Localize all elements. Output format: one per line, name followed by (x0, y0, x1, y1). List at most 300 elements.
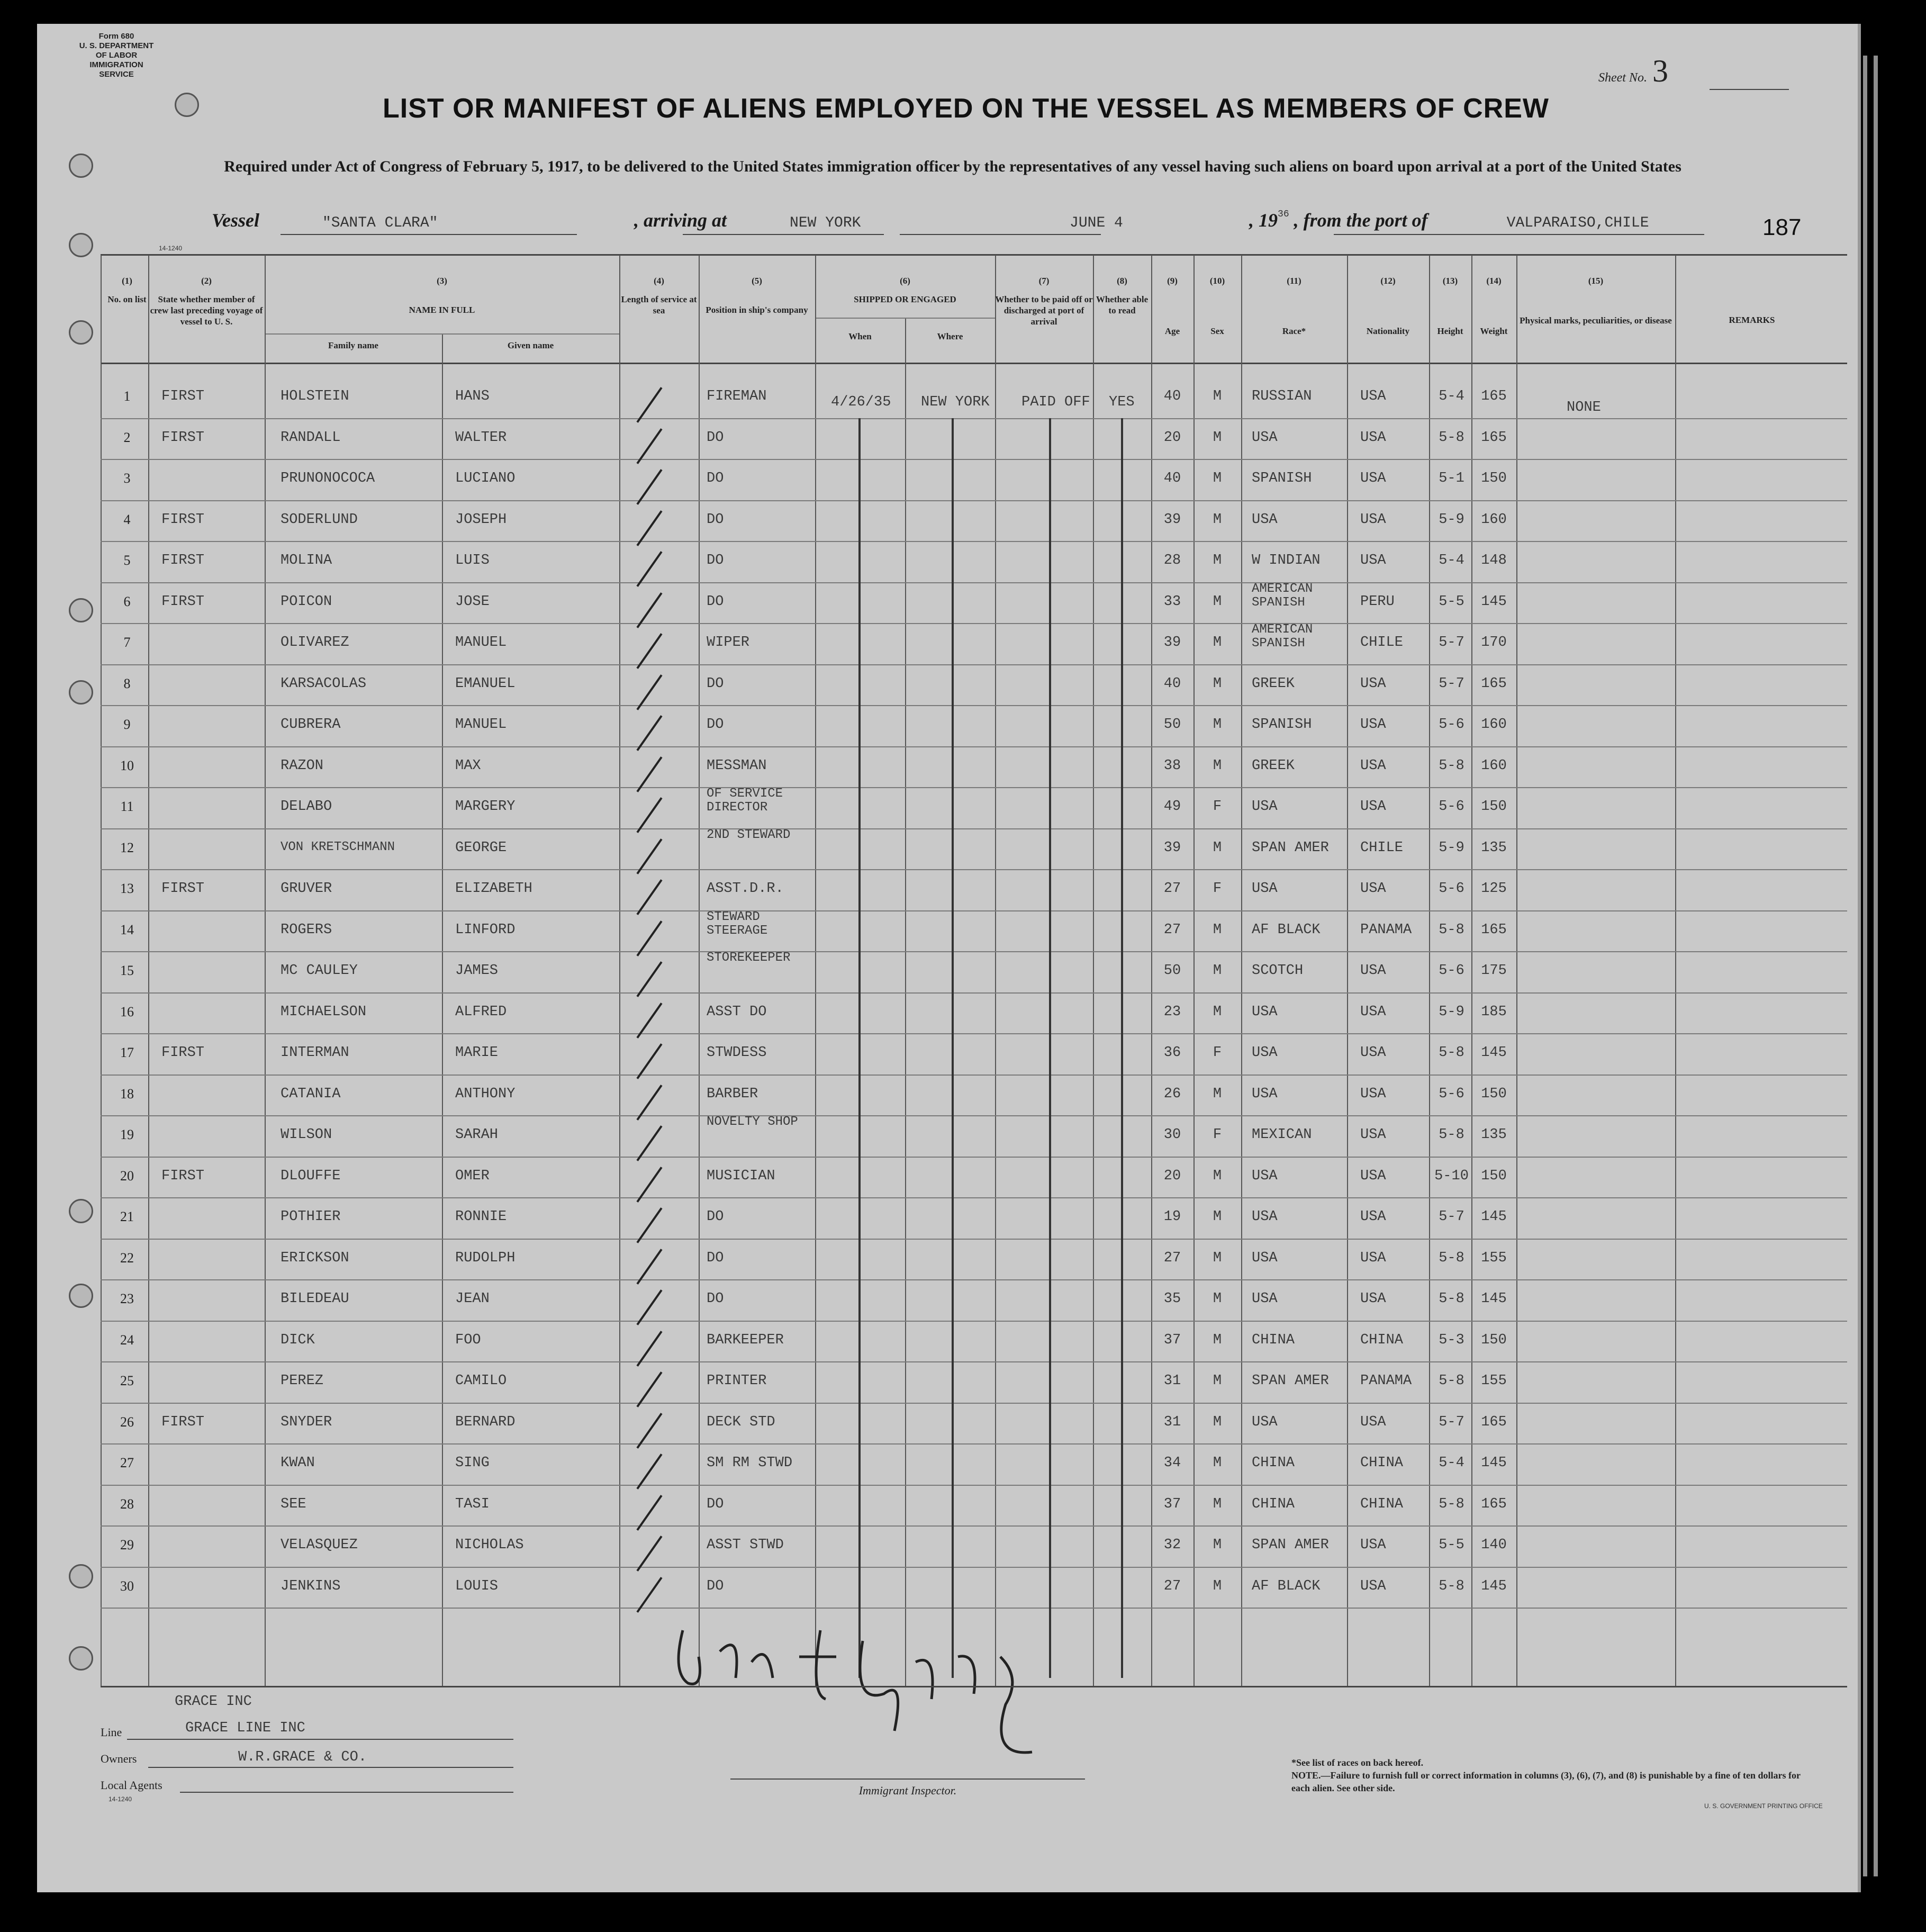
column-rule (815, 255, 816, 1686)
table-cell-weight: 145 (1481, 593, 1507, 610)
table-cell-sex: M (1213, 1537, 1222, 1553)
table-cell-no: 24 (120, 1332, 134, 1348)
table-cell-position: STEWARD STEERAGE (707, 909, 768, 938)
table-cell-given: JOSEPH (455, 511, 507, 528)
table-cell-weight: 135 (1481, 1127, 1507, 1143)
table-cell-sex: M (1213, 839, 1222, 856)
column-rule (1241, 255, 1242, 1686)
column-rule (1093, 255, 1094, 1686)
table-cell-weight: 155 (1481, 1250, 1507, 1266)
table-cell-family: HOLSTEIN (281, 389, 349, 404)
line-value: GRACE LINE INC (185, 1720, 305, 1736)
table-cell-age: 33 (1163, 593, 1181, 610)
table-cell-no: 4 (123, 511, 131, 527)
table-cell-prev: FIRST (161, 1168, 205, 1184)
col-head-13: (13) Height (1437, 276, 1463, 336)
col-head-9: (9) Age (1164, 276, 1180, 336)
table-cell-given: LUIS (455, 553, 490, 568)
table-cell-family: KWAN (281, 1455, 315, 1471)
table-cell-race: RUSSIAN (1252, 389, 1312, 404)
row-rule (101, 992, 1847, 994)
table-cell-no: 12 (120, 839, 134, 855)
table-cell-family: ERICKSON (281, 1250, 349, 1266)
paid-off-status: PAID OFF (1021, 394, 1090, 410)
table-cell-family: MOLINA (281, 553, 332, 568)
inspector-label: Immigrant Inspector. (858, 1784, 957, 1797)
table-cell-race: USA (1252, 1414, 1278, 1430)
table-cell-nationality: USA (1360, 757, 1386, 774)
agents-value: GRACE INC (175, 1694, 252, 1710)
table-cell-age: 34 (1163, 1455, 1181, 1471)
footer-form-code: 14-1240 (108, 1795, 132, 1803)
table-cell-given: LINFORD (455, 922, 516, 938)
shipped-where: NEW YORK (921, 394, 990, 410)
row-rule (101, 582, 1847, 583)
table-cell-given: MANUEL (455, 717, 507, 733)
table-cell-weight: 170 (1481, 635, 1507, 651)
table-cell-given: HANS (455, 389, 490, 404)
table-cell-family: DELABO (281, 799, 332, 815)
table-cell-family: CATANIA (281, 1086, 341, 1102)
row-rule (101, 1033, 1847, 1034)
physical-marks: NONE (1567, 400, 1601, 416)
table-cell-age: 39 (1163, 839, 1181, 856)
table-cell-position: DO (707, 429, 724, 446)
table-cell-race: GREEK (1252, 675, 1295, 692)
table-cell-weight: 165 (1481, 389, 1507, 404)
row-rule (101, 1525, 1847, 1527)
table-cell-no: 20 (120, 1168, 134, 1184)
binder-hole (69, 680, 93, 705)
table-cell-no: 30 (120, 1578, 134, 1594)
table-cell-given: RUDOLPH (455, 1250, 516, 1266)
table-cell-given: SARAH (455, 1127, 499, 1143)
row-rule (101, 418, 1847, 419)
table-cell-position: DECK STD (707, 1414, 775, 1430)
table-cell-height: 5-1 (1439, 471, 1464, 486)
table-cell-family: OLIVAREZ (281, 635, 349, 651)
table-cell-age: 50 (1163, 963, 1181, 979)
table-cell-prev: FIRST (161, 1414, 205, 1430)
table-cell-no: 1 (123, 389, 131, 404)
table-cell-position: DO (707, 553, 724, 568)
table-cell-nationality: USA (1360, 1250, 1386, 1266)
table-cell-weight: 145 (1481, 1455, 1507, 1471)
binder-hole (69, 154, 93, 178)
table-cell-given: MAX (455, 757, 481, 774)
table-cell-weight: 125 (1481, 881, 1507, 897)
col-head-8: (8) Whether able to read (1096, 276, 1149, 315)
reference-number: 187 (1762, 214, 1802, 240)
table-cell-given: OMER (455, 1168, 490, 1184)
table-cell-nationality: CHINA (1360, 1496, 1404, 1512)
table-cell-weight: 150 (1481, 1086, 1507, 1102)
table-cell-nationality: USA (1360, 963, 1386, 979)
table-cell-height: 5-6 (1439, 963, 1464, 979)
table-cell-age: 27 (1163, 922, 1181, 938)
year-prefix: , 19 (1249, 210, 1278, 231)
form-number: Form 680 (98, 32, 134, 41)
sheet-number: 3 (1652, 53, 1668, 88)
table-cell-height: 5-6 (1439, 717, 1464, 733)
col-head-when: When (848, 331, 872, 341)
table-cell-age: 20 (1163, 429, 1181, 446)
binder-hole (69, 1646, 93, 1671)
vessel-label: Vessel (212, 210, 259, 231)
table-cell-family: INTERMAN (281, 1045, 349, 1061)
table-cell-age: 27 (1163, 1578, 1181, 1594)
column-rule (995, 255, 996, 1686)
table-cell-no: 18 (120, 1086, 134, 1102)
table-cell-position: DO (707, 675, 724, 692)
table-cell-race: CHINA (1252, 1455, 1295, 1471)
table-cell-no: 5 (123, 553, 131, 568)
table-cell-race: USA (1252, 1045, 1278, 1061)
table-cell-family: RANDALL (281, 429, 341, 446)
table-cell-family: PRUNONOCOCA (281, 471, 375, 486)
table-cell-weight: 150 (1481, 471, 1507, 486)
table-cell-family: DICK (281, 1332, 315, 1348)
table-cell-position: DO (707, 511, 724, 528)
table-cell-race: SPAN AMER (1252, 839, 1329, 856)
table-cell-nationality: USA (1360, 799, 1386, 815)
table-cell-nationality: USA (1360, 511, 1386, 528)
ditto-line-when (858, 418, 861, 1678)
table-cell-family: MICHAELSON (281, 1004, 367, 1020)
vessel-name: "SANTA CLARA" (322, 215, 438, 231)
table-cell-sex: M (1213, 1455, 1222, 1471)
table-cell-height: 5-8 (1439, 1291, 1464, 1307)
table-cell-nationality: USA (1360, 675, 1386, 692)
row-rule (101, 541, 1847, 542)
form-code: 14-1240 (159, 245, 183, 252)
table-cell-given: LOUIS (455, 1578, 499, 1594)
table-cell-no: 25 (120, 1373, 134, 1388)
table-cell-weight: 165 (1481, 1496, 1507, 1512)
sheet-label: Sheet No. (1598, 71, 1647, 85)
table-cell-prev: FIRST (161, 1045, 205, 1061)
table-cell-nationality: USA (1360, 1004, 1386, 1020)
table-cell-no: 29 (120, 1537, 134, 1552)
row-rule (101, 664, 1847, 665)
row-rule (101, 1361, 1847, 1362)
table-cell-age: 23 (1163, 1004, 1181, 1020)
table-cell-given: MARGERY (455, 799, 516, 815)
table-cell-age: 36 (1163, 1045, 1181, 1061)
col-head-4: (4) Length of service at sea (621, 276, 697, 315)
table-cell-age: 27 (1163, 881, 1181, 897)
table-cell-position: FIREMAN (707, 389, 767, 404)
table-cell-family: SEE (281, 1496, 306, 1512)
table-cell-weight: 145 (1481, 1291, 1507, 1307)
table-cell-age: 35 (1163, 1291, 1181, 1307)
row-rule (101, 828, 1847, 829)
table-cell-race: CHINA (1252, 1332, 1295, 1348)
table-cell-weight: 185 (1481, 1004, 1507, 1020)
owners-label: Owners (101, 1752, 137, 1765)
vessel-underline (281, 234, 577, 235)
table-cell-given: EMANUEL (455, 675, 516, 692)
column-rule (1347, 255, 1348, 1686)
table-cell-sex: M (1213, 1004, 1222, 1020)
col-head-6: (6) SHIPPED OR ENGAGED (854, 276, 956, 304)
table-cell-sex: M (1213, 1291, 1222, 1307)
arriving-label: , arriving at (634, 210, 727, 231)
table-cell-race: USA (1252, 429, 1278, 446)
table-cell-weight: 155 (1481, 1373, 1507, 1389)
table-cell-age: 40 (1163, 389, 1181, 404)
table-cell-prev: FIRST (161, 511, 205, 528)
table-cell-age: 20 (1163, 1168, 1181, 1184)
table-cell-weight: 160 (1481, 717, 1507, 733)
table-cell-prev: FIRST (161, 593, 205, 610)
row-rule (101, 459, 1847, 460)
row-rule (101, 1239, 1847, 1240)
col-head-1: (1) No. on list (107, 276, 147, 304)
table-cell-race: SCOTCH (1252, 963, 1304, 979)
arriving-underline (683, 234, 884, 235)
table-cell-sex: F (1213, 881, 1222, 897)
table-cell-race: USA (1252, 1291, 1278, 1307)
table-cell-family: MC CAULEY (281, 963, 358, 979)
row-rule (101, 787, 1847, 788)
table-cell-race: SPANISH (1252, 471, 1312, 486)
table-cell-height: 5-9 (1439, 839, 1464, 856)
owners-underline (148, 1767, 513, 1768)
row-rule (101, 1485, 1847, 1486)
row-rule (101, 951, 1847, 952)
row-rule (101, 705, 1847, 706)
table-cell-weight: 145 (1481, 1209, 1507, 1225)
table-cell-no: 21 (120, 1209, 134, 1224)
form-identifier (74, 32, 159, 79)
table-cell-position: DO (707, 593, 724, 610)
table-cell-position: BARBER (707, 1086, 758, 1102)
sheet-number-underline (1710, 89, 1789, 90)
table-cell-sex: M (1213, 593, 1222, 610)
table-cell-family: SODERLUND (281, 511, 358, 528)
table-cell-nationality: PERU (1360, 593, 1395, 610)
table-cell-nationality: PANAMA (1360, 922, 1412, 938)
table-cell-position: DO (707, 1578, 724, 1594)
table-cell-no: 2 (123, 429, 131, 445)
table-cell-height: 5-8 (1439, 922, 1464, 938)
table-cell-weight: 150 (1481, 1332, 1507, 1348)
table-cell-weight: 175 (1481, 963, 1507, 979)
page-subtitle: Required under Act of Congress of February 5, 1917, to be delivered to the United States immigration officer by the representatives of any vessel having such aliens on board upon arrival at a port of the United States (224, 158, 1681, 175)
table-cell-weight: 140 (1481, 1537, 1507, 1553)
table-cell-sex: M (1213, 1209, 1222, 1225)
table-cell-nationality: CHINA (1360, 1332, 1404, 1348)
row-rule (101, 1443, 1847, 1445)
row-rule (101, 623, 1847, 624)
table-cell-height: 5-9 (1439, 1004, 1464, 1020)
table-cell-sex: M (1213, 429, 1222, 446)
table-cell-nationality: USA (1360, 471, 1386, 486)
table-cell-position: PRINTER (707, 1373, 767, 1389)
penalty-note: NOTE.—Failure to furnish full or correct information in columns (3), (6), (7), and (8) is punishable by a fine of ten dollars for each alien. See other side. (1291, 1770, 1801, 1793)
table-cell-sex: M (1213, 1578, 1222, 1594)
table-cell-height: 5-8 (1439, 1578, 1464, 1594)
departure-port: VALPARAISO,CHILE (1506, 215, 1649, 231)
table-cell-sex: M (1213, 757, 1222, 774)
table-cell-height: 5-8 (1439, 1250, 1464, 1266)
table-cell-age: 19 (1163, 1209, 1181, 1225)
table-cell-height: 5-8 (1439, 1496, 1464, 1512)
table-cell-position: ASST.D.R. (707, 881, 784, 897)
table-cell-race: USA (1252, 799, 1278, 815)
ditto-line-where (952, 418, 954, 1678)
table-cell-no: 9 (123, 717, 131, 732)
table-cell-given: BERNARD (455, 1414, 516, 1430)
table-cell-no: 19 (120, 1127, 134, 1142)
column-rule (265, 255, 266, 1686)
table-top-rule (101, 254, 1847, 256)
table-cell-no: 7 (123, 635, 131, 650)
table-cell-nationality: USA (1360, 1086, 1386, 1102)
col-head-7: (7) Whether to be paid off or discharged at port of arrival (995, 276, 1093, 327)
table-cell-family: VELASQUEZ (281, 1537, 358, 1553)
table-cell-weight: 165 (1481, 922, 1507, 938)
table-cell-prev: FIRST (161, 429, 205, 446)
table-cell-nationality: USA (1360, 389, 1386, 404)
stacked-page-edge (1874, 56, 1878, 1876)
table-cell-sex: M (1213, 963, 1222, 979)
table-cell-nationality: USA (1360, 1578, 1386, 1594)
port-underline (1334, 234, 1704, 235)
department-name: U. S. DEPARTMENT OF LABOR (79, 41, 154, 60)
table-cell-sex: M (1213, 1168, 1222, 1184)
table-cell-nationality: CHILE (1360, 839, 1404, 856)
table-cell-height: 5-8 (1439, 1127, 1464, 1143)
stacked-page-edge (1863, 56, 1867, 1876)
table-cell-given: JOSE (455, 593, 490, 610)
vessel-line (212, 209, 1800, 231)
table-cell-nationality: USA (1360, 1414, 1386, 1430)
table-cell-height: 5-10 (1434, 1168, 1469, 1184)
year-suffix: 36 (1278, 209, 1289, 220)
agents-underline (180, 1792, 513, 1793)
table-cell-height: 5-7 (1439, 635, 1464, 651)
table-cell-position: MESSMAN (707, 757, 767, 774)
table-cell-nationality: CHILE (1360, 635, 1404, 651)
table-cell-given: LUCIANO (455, 471, 516, 486)
row-rule (101, 1157, 1847, 1158)
col-head-where: Where (937, 331, 963, 341)
row-rule (101, 1115, 1847, 1116)
table-cell-race: SPANISH (1252, 717, 1312, 733)
printing-office: U. S. GOVERNMENT PRINTING OFFICE (1704, 1802, 1823, 1810)
row-rule (101, 500, 1847, 501)
col-head-family: Family name (328, 340, 378, 350)
table-cell-given: ALFRED (455, 1004, 507, 1020)
table-cell-sex: F (1213, 1127, 1222, 1143)
column-rule (1516, 255, 1517, 1686)
table-cell-height: 5-4 (1439, 553, 1464, 568)
owners-value: W.R.GRACE & CO. (238, 1749, 367, 1765)
table-cell-race: USA (1252, 1004, 1278, 1020)
ditto-line-paid (1049, 418, 1051, 1678)
table-cell-age: 38 (1163, 757, 1181, 774)
row-rule (101, 1403, 1847, 1404)
table-cell-nationality: USA (1360, 1209, 1386, 1225)
table-cell-weight: 148 (1481, 553, 1507, 568)
line-underline (127, 1739, 513, 1740)
table-cell-sex: M (1213, 1373, 1222, 1389)
table-cell-height: 5-5 (1439, 1537, 1464, 1553)
table-cell-nationality: USA (1360, 717, 1386, 733)
table-cell-weight: 145 (1481, 1578, 1507, 1594)
table-cell-no: 28 (120, 1496, 134, 1512)
col-head-11: (11) Race* (1282, 276, 1306, 336)
table-cell-sex: M (1213, 553, 1222, 568)
column-rule (101, 255, 102, 1686)
row-rule (101, 1321, 1847, 1322)
shipped-when: 4/26/35 (831, 394, 891, 410)
table-cell-given: MANUEL (455, 635, 507, 651)
able-to-read: YES (1109, 394, 1135, 410)
col-head-12: (12) Nationality (1366, 276, 1410, 336)
table-cell-race: GREEK (1252, 757, 1295, 774)
table-cell-position: DO (707, 471, 724, 486)
table-cell-sex: M (1213, 635, 1222, 651)
column-rule (699, 255, 700, 1686)
col-head-14: (14) Weight (1480, 276, 1508, 336)
arriving-port: NEW YORK (790, 215, 861, 231)
table-cell-nationality: USA (1360, 881, 1386, 897)
from-label: , from the port of (1294, 210, 1428, 231)
table-cell-weight: 150 (1481, 799, 1507, 815)
table-cell-sex: M (1213, 1414, 1222, 1430)
table-cell-age: 32 (1163, 1537, 1181, 1553)
table-cell-weight: 160 (1481, 511, 1507, 528)
table-cell-race: SPAN AMER (1252, 1373, 1329, 1389)
col-head-2: (2) State whether member of crew last preceding voyage of vessel to U. S. (150, 276, 263, 327)
table-cell-given: WALTER (455, 429, 507, 446)
table-cell-age: 49 (1163, 799, 1181, 815)
table-cell-nationality: USA (1360, 1291, 1386, 1307)
table-cell-no: 3 (123, 471, 131, 486)
table-cell-family: GRUVER (281, 881, 332, 897)
table-cell-weight: 135 (1481, 839, 1507, 856)
table-cell-nationality: CHINA (1360, 1455, 1404, 1471)
table-cell-position: BARKEEPER (707, 1332, 784, 1348)
table-cell-sex: M (1213, 675, 1222, 692)
table-cell-age: 30 (1163, 1127, 1181, 1143)
row-rule (101, 746, 1847, 747)
binder-hole (69, 320, 93, 345)
table-cell-height: 5-7 (1439, 1209, 1464, 1225)
column-rule (905, 319, 906, 1686)
service-name: IMMIGRATION SERVICE (89, 60, 143, 79)
table-cell-height: 5-8 (1439, 429, 1464, 446)
table-cell-weight: 165 (1481, 675, 1507, 692)
table-cell-position: DO (707, 1209, 724, 1225)
table-cell-age: 37 (1163, 1332, 1181, 1348)
table-cell-age: 28 (1163, 553, 1181, 568)
table-cell-family: CUBRERA (281, 717, 341, 733)
table-cell-given: CAMILO (455, 1373, 507, 1389)
table-cell-sex: F (1213, 1045, 1222, 1061)
table-cell-family: POTHIER (281, 1209, 341, 1225)
table-cell-position: ASST DO (707, 1004, 767, 1020)
table-cell-height: 5-8 (1439, 1373, 1464, 1389)
table-cell-height: 5-8 (1439, 1045, 1464, 1061)
table-cell-family: RAZON (281, 757, 324, 774)
table-cell-given: JAMES (455, 963, 499, 979)
table-cell-race: CHINA (1252, 1496, 1295, 1512)
table-cell-race: USA (1252, 511, 1278, 528)
